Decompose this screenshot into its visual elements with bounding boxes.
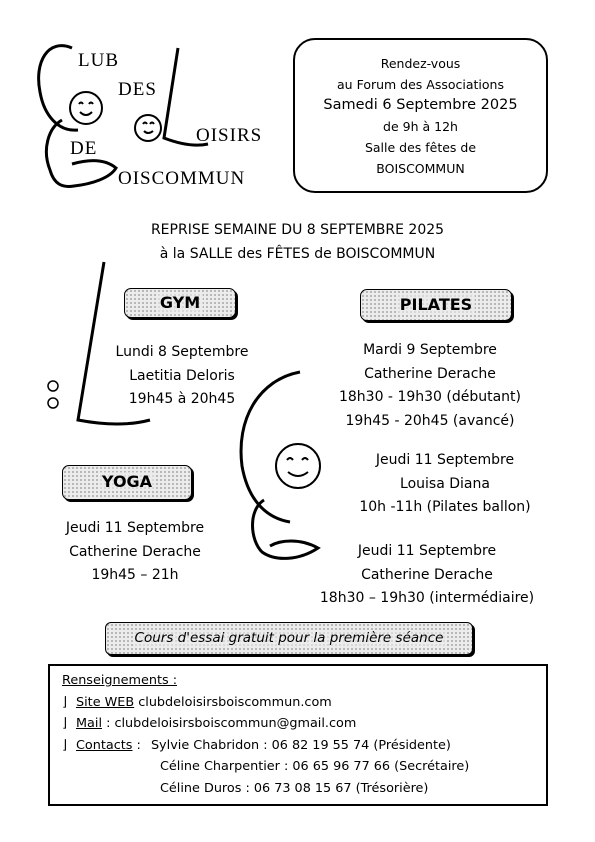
info-web-row — [62, 692, 546, 714]
bracket-icon: ⌋ — [62, 716, 67, 731]
yoga-label-text: YOGA — [99, 472, 155, 491]
gym-coach: Laetitia Deloris — [129, 367, 235, 384]
ballon-block — [350, 449, 540, 520]
inter-block — [300, 540, 554, 611]
gym-label — [124, 288, 236, 318]
logo-c-stroke — [39, 46, 78, 130]
gym-time: 19h45 à 20h45 — [128, 391, 236, 407]
logo-word-lub: LUB — [78, 50, 119, 71]
info-contacts-row — [62, 735, 546, 757]
inter-day: Jeudi 11 Septembre — [357, 543, 497, 559]
pilates-coach: Catherine Derache — [364, 365, 496, 382]
ballon-coach: Louisa Diana — [400, 475, 490, 492]
pilates-time-beginner: 18h30 - 19h30 (débutant) — [338, 389, 522, 405]
logo-word-de: DE — [70, 138, 98, 159]
rendezvous-line-1: Rendez-vous — [380, 56, 461, 71]
pilates-label-text: PILATES — [397, 295, 475, 314]
deco-figure-face — [276, 444, 320, 488]
rendezvous-town: BOISCOMMUN — [376, 161, 465, 176]
info-mail-link[interactable]: clubdeloisirsboiscommun@gmail.com — [114, 716, 357, 731]
headline-line-2: à la SALLE des FÊTES de BOISCOMMUN — [159, 246, 436, 262]
info-title: Renseignements : — [62, 673, 178, 688]
gym-day: Lundi 8 Septembre — [115, 344, 249, 360]
info-mail-row — [62, 713, 546, 735]
info-box — [48, 664, 548, 806]
pilates-block — [330, 339, 530, 433]
pilates-day: Mardi 9 Septembre — [363, 342, 497, 358]
inter-time: 18h30 – 19h30 (intermédiaire) — [319, 590, 535, 606]
yoga-block — [48, 517, 222, 588]
info-contact-3-row — [62, 778, 546, 800]
rendezvous-date: Samedi 6 Septembre 2025 — [323, 97, 518, 113]
bracket-icon: ⌋ — [62, 694, 67, 710]
free-trial-banner — [105, 622, 473, 655]
logo-smiley-right — [135, 115, 161, 141]
info-contacts-label: Contacts — [76, 737, 133, 753]
rendezvous-line-2: au Forum des Associations — [337, 77, 504, 92]
rendezvous-hours: de 9h à 12h — [383, 119, 458, 134]
free-trial-text: Cours d'essai gratuit pour la première séance — [134, 630, 444, 646]
pilates-label — [360, 289, 512, 321]
logo-word-oiscommun: OISCOMMUN — [118, 168, 246, 189]
info-web-link[interactable]: clubdeloisirsboiscommun.com — [138, 694, 332, 710]
gym-block — [94, 341, 270, 412]
logo-smiley-left — [70, 92, 102, 124]
info-contacts-colon: : — [136, 737, 145, 753]
gym-label-text: GYM — [157, 293, 203, 312]
yoga-time: 19h45 – 21h — [91, 567, 179, 583]
rendezvous-box — [293, 38, 548, 193]
bracket-icon: ⌋ — [62, 737, 67, 753]
logo-word-oisirs: OISIRS — [196, 125, 263, 146]
pilates-time-advanced: 19h45 - 20h45 (avancé) — [345, 412, 515, 429]
yoga-day: Jeudi 11 Septembre — [65, 520, 205, 536]
info-contact-2-row — [62, 756, 546, 778]
headline-line-1: REPRISE SEMAINE DU 8 SEPTEMBRE 2025 — [150, 222, 445, 238]
ballon-time: 10h -11h (Pilates ballon) — [359, 499, 531, 515]
info-mail-label: Mail — [76, 716, 102, 731]
inter-coach: Catherine Derache — [361, 566, 493, 583]
info-contact-1: Sylvie Chabridon : 06 82 19 55 74 (Présidente) — [150, 737, 451, 753]
deco-small-faces — [48, 381, 58, 408]
yoga-label — [62, 465, 192, 500]
ballon-day: Jeudi 11 Septembre — [375, 452, 515, 468]
info-mail-colon: : — [106, 716, 115, 731]
info-contact-2: Céline Charpentier : 06 65 96 77 66 (Secrétaire) — [160, 759, 470, 774]
yoga-coach: Catherine Derache — [69, 543, 201, 560]
info-contact-3: Céline Duros : 06 73 08 15 67 (Trésorière) — [160, 780, 429, 796]
rendezvous-place: Salle des fêtes de — [364, 140, 477, 155]
info-web-label: Site WEB — [76, 694, 135, 710]
logo-word-des: DES — [118, 79, 157, 100]
